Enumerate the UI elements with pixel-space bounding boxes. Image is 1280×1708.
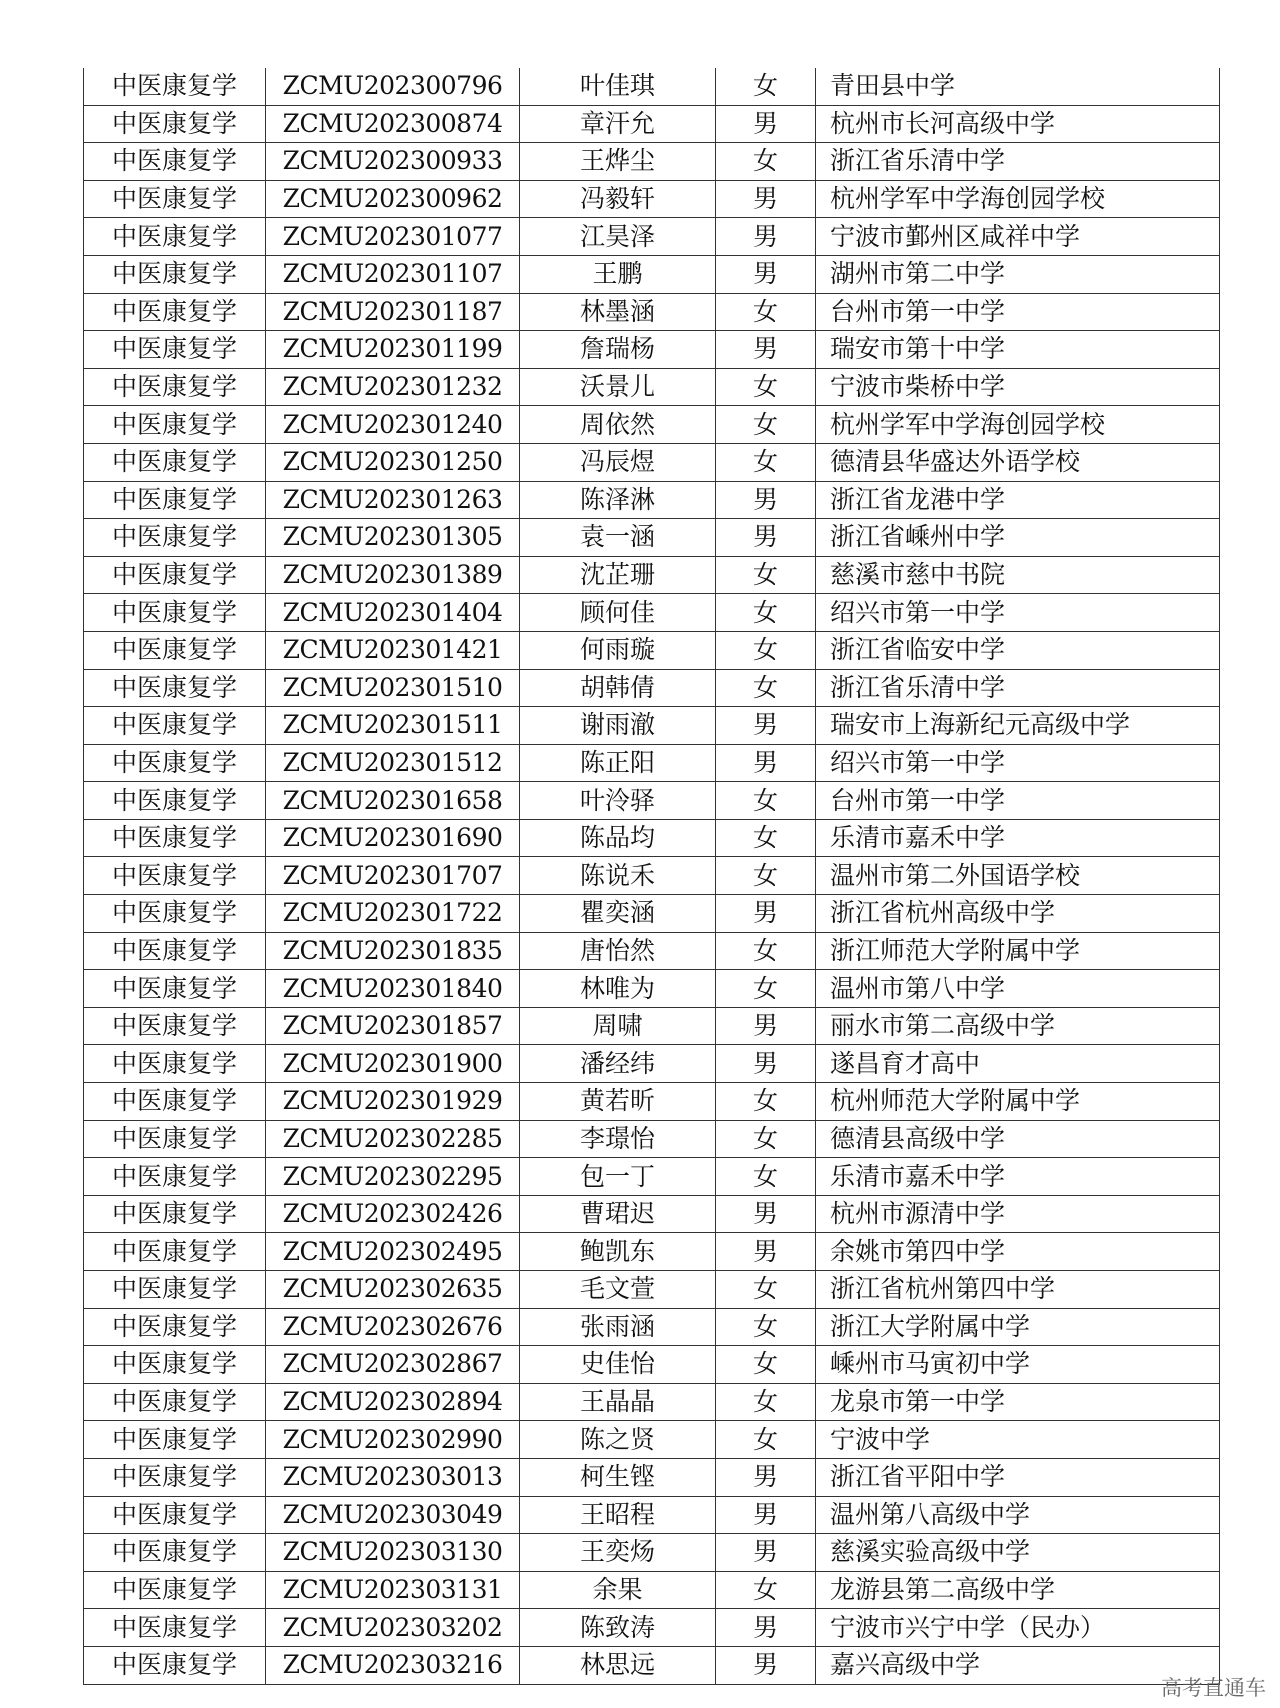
major-cell: 中医康复学 — [84, 105, 266, 143]
student-id-cell: ZCMU202301690 — [266, 819, 520, 857]
major-cell: 中医康复学 — [84, 669, 266, 707]
table-row — [84, 293, 1220, 331]
table-row — [84, 218, 1220, 256]
table-row — [84, 1120, 1220, 1158]
school-cell: 杭州学军中学海创园学校 — [816, 406, 1220, 444]
major-cell: 中医康复学 — [84, 1158, 266, 1196]
student-id-cell: ZCMU202302676 — [266, 1308, 520, 1346]
major-cell: 中医康复学 — [84, 255, 266, 293]
table-row — [84, 519, 1220, 557]
student-id-cell: ZCMU202301389 — [266, 556, 520, 594]
student-name-cell: 冯毅轩 — [520, 180, 716, 218]
student-name-cell: 周啸 — [520, 1007, 716, 1045]
major-cell: 中医康复学 — [84, 707, 266, 745]
student-name-cell: 李璟怡 — [520, 1120, 716, 1158]
school-cell: 浙江省龙港中学 — [816, 481, 1220, 519]
table-row — [84, 105, 1220, 143]
student-id-cell: ZCMU202301511 — [266, 707, 520, 745]
school-cell: 宁波中学 — [816, 1421, 1220, 1459]
student-name-cell: 毛文萱 — [520, 1271, 716, 1309]
table-row — [84, 368, 1220, 406]
student-id-cell: ZCMU202303202 — [266, 1609, 520, 1647]
table-row — [84, 68, 1220, 105]
table-row — [84, 1045, 1220, 1083]
school-cell: 绍兴市第一中学 — [816, 744, 1220, 782]
gender-cell: 男 — [716, 744, 816, 782]
student-id-cell: ZCMU202301187 — [266, 293, 520, 331]
student-name-cell: 陈说禾 — [520, 857, 716, 895]
student-id-cell: ZCMU202302867 — [266, 1346, 520, 1384]
school-cell: 宁波市鄞州区咸祥中学 — [816, 218, 1220, 256]
student-id-cell: ZCMU202301840 — [266, 970, 520, 1008]
table-row — [84, 819, 1220, 857]
gender-cell: 男 — [716, 1458, 816, 1496]
school-cell: 丽水市第二高级中学 — [816, 1007, 1220, 1045]
gender-cell: 女 — [716, 782, 816, 820]
gender-cell: 男 — [716, 1233, 816, 1271]
table-row — [84, 932, 1220, 970]
school-cell: 浙江师范大学附属中学 — [816, 932, 1220, 970]
gender-cell: 男 — [716, 180, 816, 218]
gender-cell: 女 — [716, 1120, 816, 1158]
table-row — [84, 594, 1220, 632]
student-name-cell: 林唯为 — [520, 970, 716, 1008]
student-id-cell: ZCMU202301263 — [266, 481, 520, 519]
table-row — [84, 1609, 1220, 1647]
school-cell: 德清县华盛达外语学校 — [816, 443, 1220, 481]
gender-cell: 男 — [716, 1195, 816, 1233]
major-cell: 中医康复学 — [84, 1045, 266, 1083]
student-id-cell: ZCMU202303131 — [266, 1571, 520, 1609]
table-row — [84, 143, 1220, 181]
table-row — [84, 707, 1220, 745]
gender-cell: 女 — [716, 143, 816, 181]
student-id-cell: ZCMU202301240 — [266, 406, 520, 444]
major-cell: 中医康复学 — [84, 1609, 266, 1647]
student-name-cell: 张雨涵 — [520, 1308, 716, 1346]
student-name-cell: 余果 — [520, 1571, 716, 1609]
school-cell: 乐清市嘉禾中学 — [816, 819, 1220, 857]
school-cell: 浙江省杭州高级中学 — [816, 895, 1220, 933]
student-id-cell: ZCMU202301077 — [266, 218, 520, 256]
major-cell: 中医康复学 — [84, 1233, 266, 1271]
gender-cell: 男 — [716, 105, 816, 143]
major-cell: 中医康复学 — [84, 594, 266, 632]
student-id-cell: ZCMU202300874 — [266, 105, 520, 143]
gender-cell: 女 — [716, 556, 816, 594]
student-id-cell: ZCMU202301900 — [266, 1045, 520, 1083]
major-cell: 中医康复学 — [84, 1346, 266, 1384]
table-row — [84, 331, 1220, 369]
school-cell: 湖州市第二中学 — [816, 255, 1220, 293]
student-id-cell: ZCMU202301857 — [266, 1007, 520, 1045]
gender-cell: 女 — [716, 1271, 816, 1309]
major-cell: 中医康复学 — [84, 180, 266, 218]
student-name-cell: 包一丁 — [520, 1158, 716, 1196]
table-row — [84, 1308, 1220, 1346]
admission-roster-table — [83, 68, 1220, 1685]
student-name-cell: 唐怡然 — [520, 932, 716, 970]
major-cell: 中医康复学 — [84, 1120, 266, 1158]
major-cell: 中医康复学 — [84, 218, 266, 256]
gender-cell: 男 — [716, 1496, 816, 1534]
student-name-cell: 史佳怡 — [520, 1346, 716, 1384]
gender-cell: 女 — [716, 293, 816, 331]
table-row — [84, 180, 1220, 218]
student-id-cell: ZCMU202301421 — [266, 631, 520, 669]
major-cell: 中医康复学 — [84, 1308, 266, 1346]
major-cell: 中医康复学 — [84, 443, 266, 481]
school-cell: 杭州市源清中学 — [816, 1195, 1220, 1233]
student-name-cell: 何雨璇 — [520, 631, 716, 669]
gender-cell: 女 — [716, 406, 816, 444]
major-cell: 中医康复学 — [84, 556, 266, 594]
gender-cell: 女 — [716, 1308, 816, 1346]
school-cell: 青田县中学 — [816, 68, 1220, 105]
student-name-cell: 柯生铿 — [520, 1458, 716, 1496]
student-name-cell: 陈泽淋 — [520, 481, 716, 519]
student-name-cell: 王晶晶 — [520, 1383, 716, 1421]
student-name-cell: 鲍凯东 — [520, 1233, 716, 1271]
student-name-cell: 陈致涛 — [520, 1609, 716, 1647]
student-name-cell: 黄若昕 — [520, 1083, 716, 1121]
student-id-cell: ZCMU202302285 — [266, 1120, 520, 1158]
student-name-cell: 沃景儿 — [520, 368, 716, 406]
table-row — [84, 970, 1220, 1008]
gender-cell: 女 — [716, 819, 816, 857]
student-id-cell: ZCMU202302990 — [266, 1421, 520, 1459]
student-name-cell: 冯辰煜 — [520, 443, 716, 481]
table-row — [84, 1458, 1220, 1496]
student-id-cell: ZCMU202301512 — [266, 744, 520, 782]
gender-cell: 女 — [716, 857, 816, 895]
gender-cell: 男 — [716, 331, 816, 369]
school-cell: 杭州市长河高级中学 — [816, 105, 1220, 143]
roster-body — [84, 68, 1220, 1684]
major-cell: 中医康复学 — [84, 1195, 266, 1233]
major-cell: 中医康复学 — [84, 1534, 266, 1572]
school-cell: 台州市第一中学 — [816, 293, 1220, 331]
student-name-cell: 顾何佳 — [520, 594, 716, 632]
student-id-cell: ZCMU202302635 — [266, 1271, 520, 1309]
major-cell: 中医康复学 — [84, 406, 266, 444]
table-row — [84, 556, 1220, 594]
gender-cell: 男 — [716, 481, 816, 519]
school-cell: 龙泉市第一中学 — [816, 1383, 1220, 1421]
gender-cell: 女 — [716, 368, 816, 406]
gender-cell: 女 — [716, 631, 816, 669]
major-cell: 中医康复学 — [84, 1496, 266, 1534]
gender-cell: 男 — [716, 519, 816, 557]
student-id-cell: ZCMU202301510 — [266, 669, 520, 707]
school-cell: 浙江省临安中学 — [816, 631, 1220, 669]
student-name-cell: 陈正阳 — [520, 744, 716, 782]
major-cell: 中医康复学 — [84, 819, 266, 857]
student-id-cell: ZCMU202301835 — [266, 932, 520, 970]
watermark-text: 高考直通车 — [1161, 1676, 1266, 1700]
student-id-cell: ZCMU202301250 — [266, 443, 520, 481]
school-cell: 乐清市嘉禾中学 — [816, 1158, 1220, 1196]
major-cell: 中医康复学 — [84, 519, 266, 557]
student-name-cell: 章汗允 — [520, 105, 716, 143]
school-cell: 嘉兴高级中学 — [816, 1646, 1220, 1684]
table-row — [84, 1646, 1220, 1684]
student-name-cell: 胡韩倩 — [520, 669, 716, 707]
table-row — [84, 1421, 1220, 1459]
major-cell: 中医康复学 — [84, 1083, 266, 1121]
major-cell: 中医康复学 — [84, 970, 266, 1008]
school-cell: 绍兴市第一中学 — [816, 594, 1220, 632]
student-id-cell: ZCMU202301404 — [266, 594, 520, 632]
school-cell: 浙江大学附属中学 — [816, 1308, 1220, 1346]
school-cell: 宁波市兴宁中学（民办） — [816, 1609, 1220, 1647]
major-cell: 中医康复学 — [84, 782, 266, 820]
gender-cell: 女 — [716, 1421, 816, 1459]
gender-cell: 女 — [716, 970, 816, 1008]
gender-cell: 男 — [716, 895, 816, 933]
student-id-cell: ZCMU202301658 — [266, 782, 520, 820]
student-id-cell: ZCMU202301707 — [266, 857, 520, 895]
student-id-cell: ZCMU202303013 — [266, 1458, 520, 1496]
major-cell: 中医康复学 — [84, 481, 266, 519]
table-row — [84, 895, 1220, 933]
student-name-cell: 王昭程 — [520, 1496, 716, 1534]
school-cell: 浙江省乐清中学 — [816, 143, 1220, 181]
student-id-cell: ZCMU202303130 — [266, 1534, 520, 1572]
major-cell: 中医康复学 — [84, 1458, 266, 1496]
student-id-cell: ZCMU202302495 — [266, 1233, 520, 1271]
student-id-cell: ZCMU202302295 — [266, 1158, 520, 1196]
student-name-cell: 江昊泽 — [520, 218, 716, 256]
table-row — [84, 443, 1220, 481]
student-id-cell: ZCMU202301929 — [266, 1083, 520, 1121]
student-name-cell: 瞿奕涵 — [520, 895, 716, 933]
gender-cell: 女 — [716, 1346, 816, 1384]
gender-cell: 女 — [716, 669, 816, 707]
school-cell: 龙游县第二高级中学 — [816, 1571, 1220, 1609]
gender-cell: 男 — [716, 218, 816, 256]
gender-cell: 男 — [716, 1045, 816, 1083]
school-cell: 瑞安市上海新纪元高级中学 — [816, 707, 1220, 745]
student-id-cell: ZCMU202301305 — [266, 519, 520, 557]
major-cell: 中医康复学 — [84, 368, 266, 406]
student-name-cell: 林墨涵 — [520, 293, 716, 331]
student-name-cell: 叶佳琪 — [520, 68, 716, 105]
major-cell: 中医康复学 — [84, 1007, 266, 1045]
gender-cell: 女 — [716, 1158, 816, 1196]
student-name-cell: 谢雨澈 — [520, 707, 716, 745]
student-name-cell: 王奕炀 — [520, 1534, 716, 1572]
gender-cell: 男 — [716, 1646, 816, 1684]
school-cell: 温州第八高级中学 — [816, 1496, 1220, 1534]
major-cell: 中医康复学 — [84, 1383, 266, 1421]
school-cell: 浙江省平阳中学 — [816, 1458, 1220, 1496]
major-cell: 中医康复学 — [84, 1646, 266, 1684]
student-id-cell: ZCMU202300962 — [266, 180, 520, 218]
student-name-cell: 陈之贤 — [520, 1421, 716, 1459]
gender-cell: 女 — [716, 594, 816, 632]
major-cell: 中医康复学 — [84, 744, 266, 782]
gender-cell: 女 — [716, 932, 816, 970]
school-cell: 台州市第一中学 — [816, 782, 1220, 820]
school-cell: 瑞安市第十中学 — [816, 331, 1220, 369]
student-name-cell: 王鹏 — [520, 255, 716, 293]
table-row — [84, 1083, 1220, 1121]
school-cell: 宁波市柴桥中学 — [816, 368, 1220, 406]
major-cell: 中医康复学 — [84, 1571, 266, 1609]
student-id-cell: ZCMU202301107 — [266, 255, 520, 293]
major-cell: 中医康复学 — [84, 68, 266, 105]
gender-cell: 男 — [716, 707, 816, 745]
student-id-cell: ZCMU202301722 — [266, 895, 520, 933]
table-row — [84, 631, 1220, 669]
student-id-cell: ZCMU202302426 — [266, 1195, 520, 1233]
school-cell: 杭州师范大学附属中学 — [816, 1083, 1220, 1121]
gender-cell: 男 — [716, 255, 816, 293]
table-row — [84, 782, 1220, 820]
student-name-cell: 詹瑞杨 — [520, 331, 716, 369]
table-row — [84, 1571, 1220, 1609]
major-cell: 中医康复学 — [84, 895, 266, 933]
table-row — [84, 1383, 1220, 1421]
student-name-cell: 叶泠驿 — [520, 782, 716, 820]
table-row — [84, 481, 1220, 519]
student-name-cell: 王烨尘 — [520, 143, 716, 181]
table-row — [84, 1496, 1220, 1534]
table-row — [84, 1007, 1220, 1045]
gender-cell: 女 — [716, 1571, 816, 1609]
student-id-cell: ZCMU202303049 — [266, 1496, 520, 1534]
school-cell: 浙江省杭州第四中学 — [816, 1271, 1220, 1309]
school-cell: 温州市第八中学 — [816, 970, 1220, 1008]
student-id-cell: ZCMU202303216 — [266, 1646, 520, 1684]
school-cell: 浙江省嵊州中学 — [816, 519, 1220, 557]
student-id-cell: ZCMU202301232 — [266, 368, 520, 406]
table-row — [84, 1233, 1220, 1271]
major-cell: 中医康复学 — [84, 631, 266, 669]
student-id-cell: ZCMU202300933 — [266, 143, 520, 181]
school-cell: 嵊州市马寅初中学 — [816, 1346, 1220, 1384]
major-cell: 中医康复学 — [84, 1421, 266, 1459]
table-row — [84, 406, 1220, 444]
student-name-cell: 陈品均 — [520, 819, 716, 857]
major-cell: 中医康复学 — [84, 293, 266, 331]
gender-cell: 女 — [716, 1383, 816, 1421]
school-cell: 慈溪实验高级中学 — [816, 1534, 1220, 1572]
table-row — [84, 1346, 1220, 1384]
gender-cell: 女 — [716, 68, 816, 105]
table-row — [84, 669, 1220, 707]
major-cell: 中医康复学 — [84, 143, 266, 181]
school-cell: 浙江省乐清中学 — [816, 669, 1220, 707]
student-id-cell: ZCMU202301199 — [266, 331, 520, 369]
student-name-cell: 周依然 — [520, 406, 716, 444]
table-row — [84, 1195, 1220, 1233]
major-cell: 中医康复学 — [84, 1271, 266, 1309]
student-id-cell: ZCMU202300796 — [266, 68, 520, 105]
table-row — [84, 744, 1220, 782]
student-name-cell: 潘经纬 — [520, 1045, 716, 1083]
student-name-cell: 林思远 — [520, 1646, 716, 1684]
gender-cell: 女 — [716, 443, 816, 481]
major-cell: 中医康复学 — [84, 932, 266, 970]
table-row — [84, 1271, 1220, 1309]
school-cell: 德清县高级中学 — [816, 1120, 1220, 1158]
major-cell: 中医康复学 — [84, 331, 266, 369]
school-cell: 杭州学军中学海创园学校 — [816, 180, 1220, 218]
table-row — [84, 1534, 1220, 1572]
student-name-cell: 袁一涵 — [520, 519, 716, 557]
school-cell: 余姚市第四中学 — [816, 1233, 1220, 1271]
table-row — [84, 857, 1220, 895]
student-id-cell: ZCMU202302894 — [266, 1383, 520, 1421]
school-cell: 遂昌育才高中 — [816, 1045, 1220, 1083]
student-name-cell: 沈芷珊 — [520, 556, 716, 594]
school-cell: 温州市第二外国语学校 — [816, 857, 1220, 895]
gender-cell: 女 — [716, 1083, 816, 1121]
major-cell: 中医康复学 — [84, 857, 266, 895]
gender-cell: 男 — [716, 1534, 816, 1572]
gender-cell: 男 — [716, 1007, 816, 1045]
student-name-cell: 曹珺迟 — [520, 1195, 716, 1233]
gender-cell: 男 — [716, 1609, 816, 1647]
school-cell: 慈溪市慈中书院 — [816, 556, 1220, 594]
table-row — [84, 1158, 1220, 1196]
table-row — [84, 255, 1220, 293]
